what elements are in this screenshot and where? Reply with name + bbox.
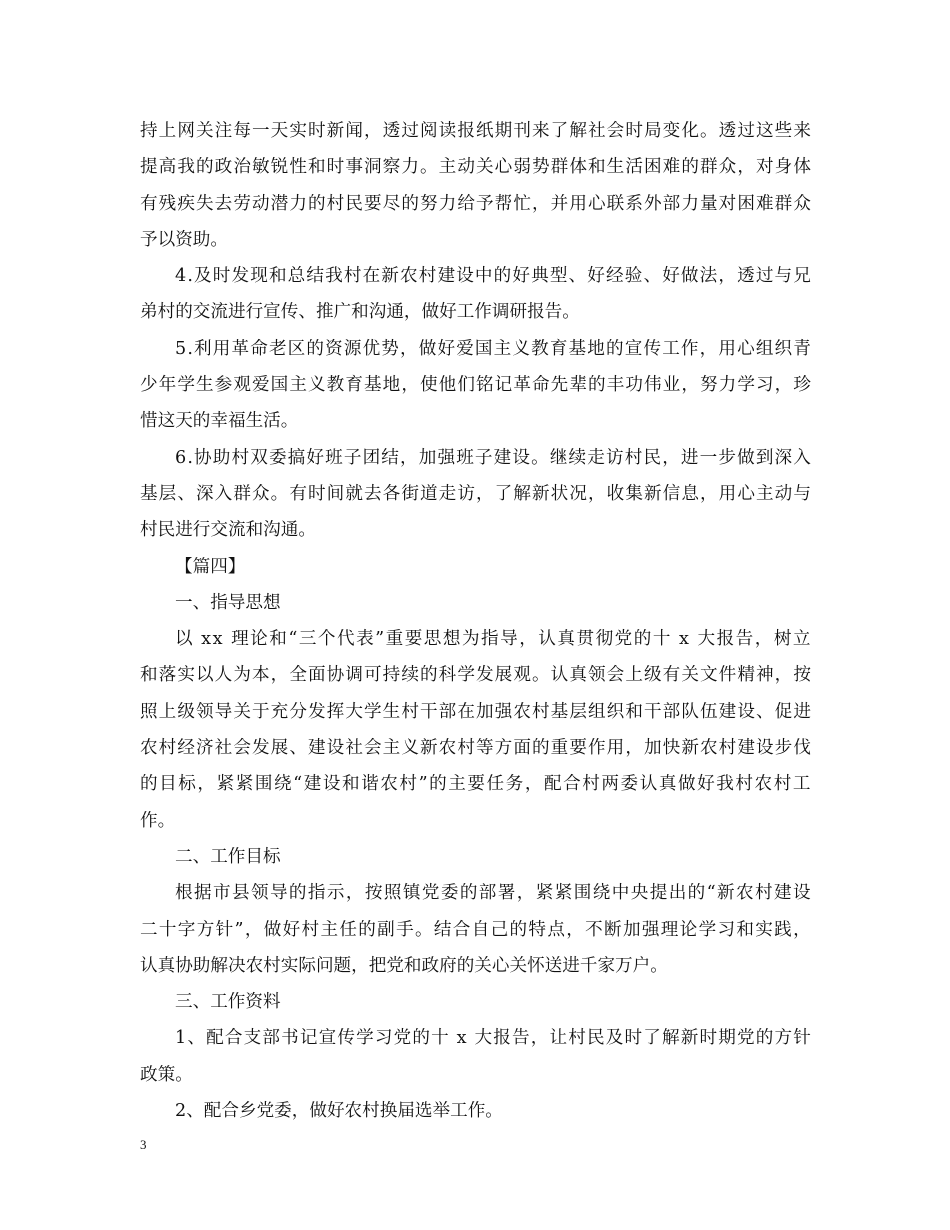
text-line: 二、工作目标 <box>175 846 281 867</box>
text-line: 4.及时发现和总结我村在新农村建设中的好典型、好经验、好做法，透过与兄 <box>175 266 812 287</box>
text-line: 少年学生参观爱国主义教育基地，使他们铭记革命先辈的丰功伟业，努力学习，珍 <box>140 375 812 396</box>
text-line: 6.协助村双委搞好班子团结，加强班子建设。继续走访村民，进一步做到深入 <box>175 447 812 468</box>
text-line: 政策。 <box>140 1064 193 1085</box>
text-line: 三、工作资料 <box>175 992 281 1013</box>
text-line: 照上级领导关于充分发挥大学生村干部在加强农村基层组织和干部队伍建设、促进 <box>140 701 812 722</box>
text-line: 【篇四】 <box>175 556 246 577</box>
text-line: 二十字方针”，做好村主任的副手。结合自己的特点，不断加强理论学习和实践， <box>140 919 812 940</box>
document-body <box>140 113 812 1129</box>
text-line: 惜这天的幸福生活。 <box>140 411 299 432</box>
text-line: 5.利用革命老区的资源优势，做好爱国主义教育基地的宣传工作，用心组织青 <box>175 338 812 359</box>
text-line: 予以资助。 <box>140 229 228 250</box>
text-line: 和落实以人为本，全面协调可持续的科学发展观。认真领会上级有关文件精神，按 <box>140 665 812 686</box>
text-line: 基层、深入群众。有时间就去各街道走访，了解新状况，收集新信息，用心主动与 <box>140 483 812 504</box>
text-line: 认真协助解决农村实际问题，把党和政府的关心关怀送进千家万户。 <box>140 955 668 976</box>
text-line: 提高我的政治敏锐性和时事洞察力。主动关心弱势群体和生活困难的群众，对身体 <box>140 157 812 178</box>
text-line: 村民进行交流和沟通。 <box>140 520 316 541</box>
text-line: 根据市县领导的指示，按照镇党委的部署，紧紧围绕中央提出的“新农村建设 <box>175 883 812 904</box>
text-line: 作。 <box>140 810 176 831</box>
text-line: 有残疾失去劳动潜力的村民要尽的努力给予帮忙，并用心联系外部力量对困难群众 <box>140 193 812 214</box>
text-line: 弟村的交流进行宣传、推广和沟通，做好工作调研报告。 <box>140 302 580 323</box>
text-line: 农村经济社会发展、建设社会主义新农村等方面的重要作用，加快新农村建设步伐 <box>140 738 812 759</box>
page-number: 3 <box>140 1137 147 1152</box>
text-line: 以 xx 理论和“三个代表”重要思想为指导，认真贯彻党的十 x 大报告，树立 <box>175 629 812 650</box>
text-line: 持上网关注每一天实时新闻，透过阅读报纸期刊来了解社会时局变化。透过这些来 <box>140 121 812 141</box>
text-line: 的目标，紧紧围绕“建设和谐农村”的主要任务，配合村两委认真做好我村农村工 <box>140 774 812 795</box>
text-line: 一、指导思想 <box>175 592 281 613</box>
text-line: 1、配合支部书记宣传学习党的十 x 大报告，让村民及时了解新时期党的方针 <box>175 1028 812 1049</box>
text-line: 2、配合乡党委，做好农村换届选举工作。 <box>175 1101 503 1122</box>
